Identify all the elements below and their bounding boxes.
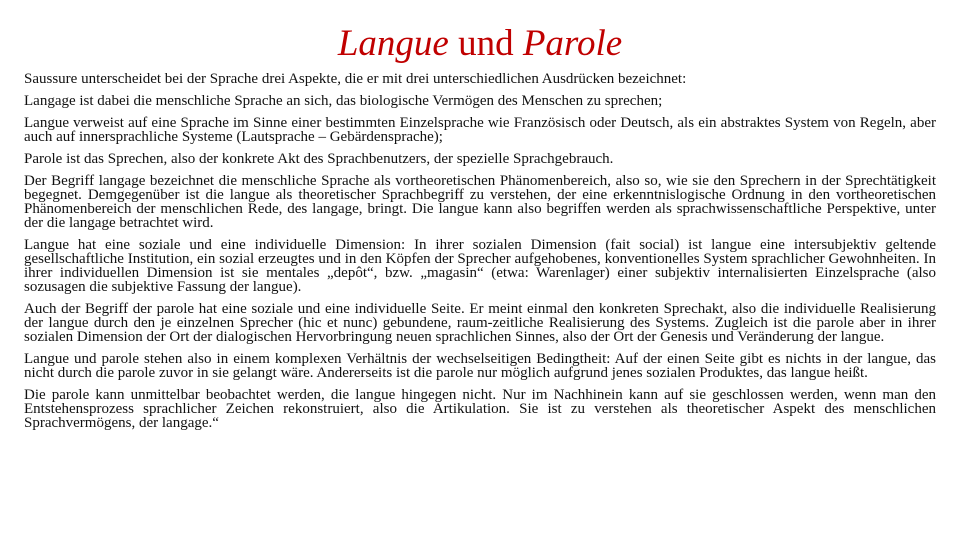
title-langue: Langue <box>337 23 449 64</box>
paragraph-langue-dimension: Langue hat eine soziale und eine individuelle Dimension: In ihrer sozialen Dimension (fait social) ist langue eine intersubjektiv geltende gesellschaftliche Institution, ein sozial erzeugtes und in den Köpfen der Sprecher aufgehobenes, konventionelles System sprachlicher Gewohnheiten. In ihrer individuellen Dimension ist sie mentales „depôt“, bzw. „magasin“ (etwa: Warenlager) einer subjektiv internalisierten Einzelsprache (also sozusagen die subjektive Fassung der langue). <box>24 237 936 295</box>
paragraph-beobachtung: Die parole kann unmittelbar beobachtet werden, die langue hingegen nicht. Nur im Nachhinein kann auf sie geschlossen werden, wenn man den Entstehensprozess sprachlicher Zeichen rekonstruiert, also die Artikulation. Sie ist zu verstehen als theoretischer Aspekt des menschlichen Sprachvermögens, der langage.“ <box>24 387 936 431</box>
title-und: und <box>458 23 514 64</box>
title-parole: Parole <box>522 23 623 64</box>
paragraph-begriff-langage: Der Begriff langage bezeichnet die menschliche Sprache als vortheoretischen Phänomenbereich, also so, wie sie den Sprechern in der Sprechtätigkeit begegnet. Demgegenüber ist die langue als theoretischer Sprachbegriff zu verstehen, der eine erkenntnislogische Ordnung in den vortheoretischen Phänomenbereich der menschlichen Rede, des langage, bringt. Die langue kann also begriffen werden als sprachwissenschaftliche Perspektive, unter der die langage betrachtet wird. <box>24 173 936 231</box>
paragraph-langue: Langue verweist auf eine Sprache im Sinne einer bestimmten Einzelsprache wie Französisch oder Deutsch, als ein abstraktes System von Regeln, aber auch auf innersprachliche Systeme (Lautsprache – Gebärdensprache); <box>24 115 936 145</box>
slide-body <box>24 72 936 438</box>
paragraph-parole-seite: Auch der Begriff der parole hat eine soziale und eine individuelle Seite. Er meint einmal den konkreten Sprechakt, also die individuelle Realisierung der langue durch den je einzelnen Sprecher (hic et nunc) gebundene, raum-zeitliche Realisierung des Systems. Zugleich ist die parole aber in ihrer sozialen Dimension der Ort der dialogischen Hervorbringung neuen sprachlichen Sinnes, also der Ort der Genesis und Veränderung der langue. <box>24 301 936 345</box>
paragraph-langage: Langage ist dabei die menschliche Sprache an sich, das biologische Vermögen des Menschen zu sprechen; <box>24 93 663 109</box>
paragraph-bedingtheit: Langue und parole stehen also in einem komplexen Verhältnis der wechselseitigen Bedingtheit: Auf der einen Seite gibt es nichts in der langue, das nicht durch die parole zuvor in sie gelangt wäre. Andererseits ist die parole nur möglich aufgrund jenes sozialen Produktes, das langue heißt. <box>24 351 936 381</box>
paragraph-parole: Parole ist das Sprechen, also der konkrete Akt des Sprachbenutzers, der spezielle Sprachgebrauch. <box>24 151 614 167</box>
paragraph-intro: Saussure unterscheidet bei der Sprache drei Aspekte, die er mit drei unterschiedlichen Ausdrücken bezeichnet: <box>24 71 687 87</box>
slide-title <box>0 22 960 66</box>
